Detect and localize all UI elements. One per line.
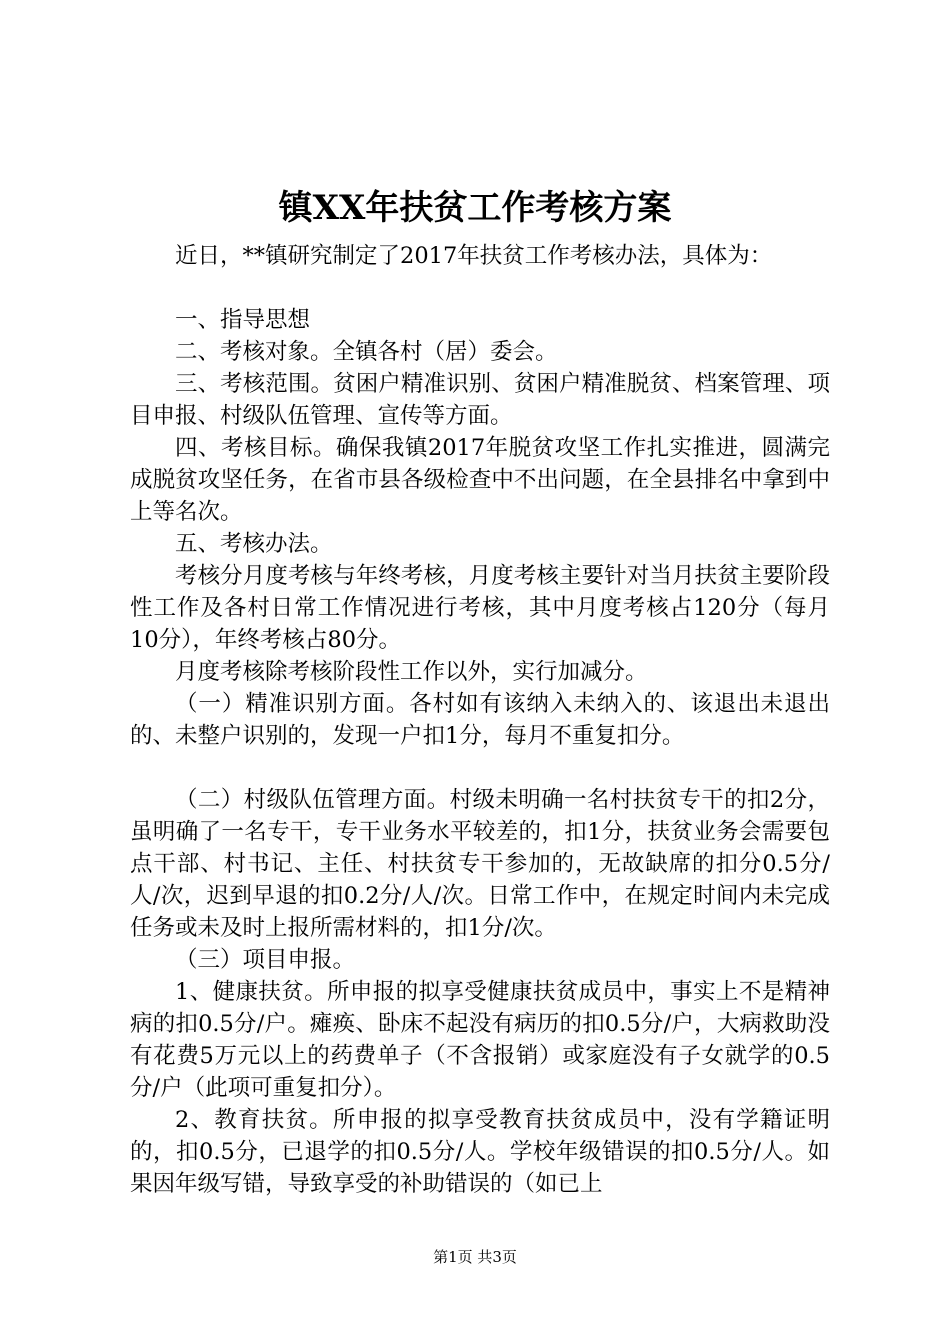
paragraph-project-application: （三）项目申报。 — [175, 947, 356, 973]
page-footer: 第1页 共3页 — [433, 1248, 517, 1266]
paragraph-monthly-assessment: 月度考核除考核阶段性工作以外，实行加减分。 — [175, 659, 648, 685]
paragraph-health-poverty: 1、健康扶贫。所申报的拟享受健康扶贫成员中，事实上不是精神病的扣0.5分/户。瘫痪、卧床不起没有病历的扣0.5分/户，大病救助没有花费5万元以上的药费单子（不含报销）或家庭没有子女就学的0.5分/户（此项可重复扣分）。 — [130, 979, 830, 1101]
paragraph-assessment-method: 考核分月度考核与年终考核，月度考核主要针对当月扶贫主要阶段性工作及各村日常工作情况进行考核，其中月度考核占120分（每月10分），年终考核占80分。 — [130, 563, 830, 653]
paragraph-village-team: （二）村级队伍管理方面。村级未明确一名村扶贫专干的扣2分，虽明确了一名专干，专干业务水平较差的，扣1分，扶贫业务会需要包点干部、村书记、主任、村扶贫专干参加的，无故缺席的扣分0.5分/人/次，迟到早退的扣0.2分/人/次。日常工作中，在规定时间内未完成任务或未及时上报所需材料的，扣1分/次。 — [130, 787, 830, 941]
paragraph-intro: 近日，**镇研究制定了2017年扶贫工作考核办法，具体为： — [175, 243, 773, 269]
paragraph-guiding-ideology: 一、指导思想 — [175, 307, 311, 333]
paragraph-assessment-method-heading: 五、考核办法。 — [175, 531, 333, 557]
document-title: 镇XX年扶贫工作考核方案 — [278, 188, 672, 228]
document-body — [130, 240, 830, 1200]
paragraph-assessment-target: 二、考核对象。全镇各村（居）委会。 — [175, 339, 558, 365]
paragraph-precise-identification: （一）精准识别方面。各村如有该纳入未纳入的、该退出未退出的、未整户识别的，发现一户扣1分，每月不重复扣分。 — [130, 691, 830, 749]
paragraph-assessment-goal: 四、考核目标。确保我镇2017年脱贫攻坚工作扎实推进，圆满完成脱贫攻坚任务，在省市县各级检查中不出问题，在全县排名中拿到中上等名次。 — [130, 435, 830, 525]
paragraph-assessment-scope: 三、考核范围。贫困户精准识别、贫困户精准脱贫、档案管理、项目申报、村级队伍管理、宣传等方面。 — [130, 371, 830, 429]
paragraph-education-poverty: 2、教育扶贫。所申报的拟享受教育扶贫成员中，没有学籍证明的，扣0.5分，已退学的扣0.5分/人。学校年级错误的扣0.5分/人。如果因年级写错，导致享受的补助错误的（如已上 — [130, 1107, 830, 1197]
